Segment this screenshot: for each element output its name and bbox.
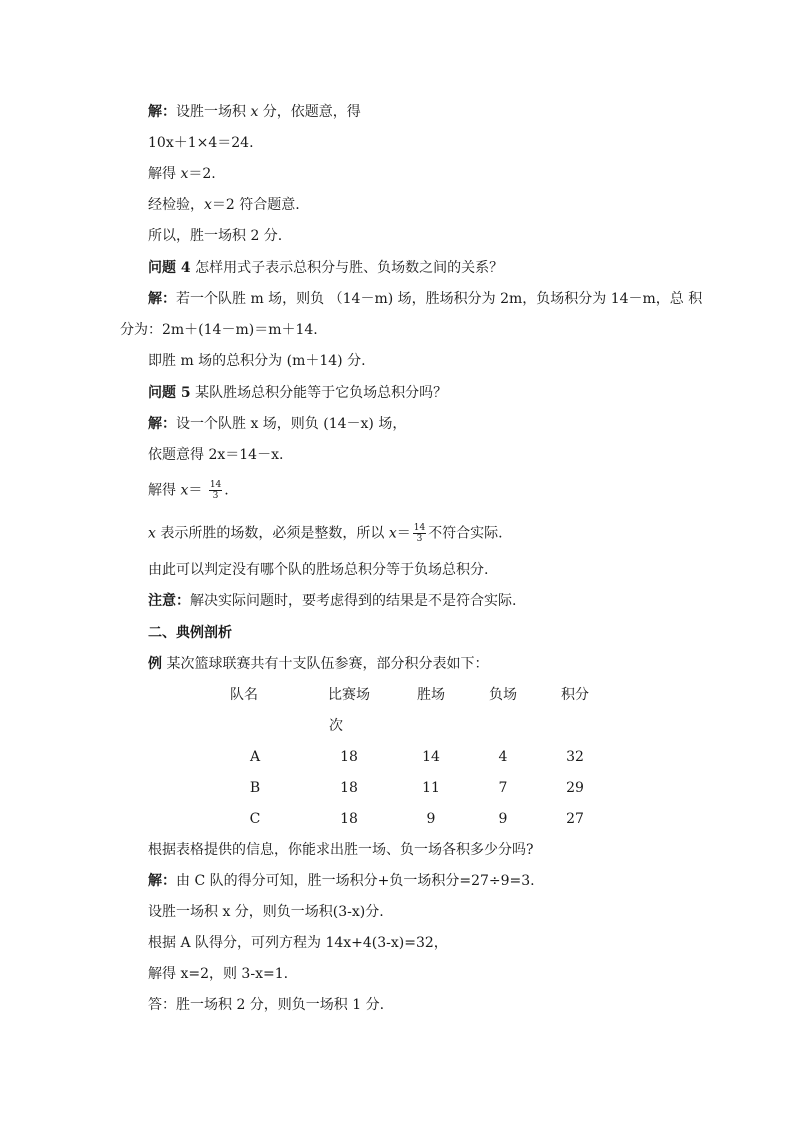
q5-solution-line-2: 依题意得 2x＝14－x. — [148, 447, 284, 463]
text: 由 C 队的得分可知，胜一场积分+负一场积分=27÷9=3. — [176, 873, 535, 889]
fraction — [209, 480, 222, 501]
solve-line — [148, 164, 216, 184]
table-header-wrap: 次 — [329, 718, 343, 734]
text: 解得 — [148, 482, 181, 499]
example-text: 某次篮球联赛共有十支队伍参赛，部分积分表如下： — [162, 656, 489, 672]
question-label: 问题 4 — [148, 260, 191, 276]
q5-solution-line-1 — [148, 414, 406, 434]
text: ＝ — [188, 482, 203, 499]
note-text: 解决实际问题时，要考虑得到的结果是不是符合实际. — [190, 593, 517, 609]
solution-label: 解： — [148, 873, 176, 889]
table-cell: B — [249, 780, 261, 796]
text: ＝ — [396, 525, 411, 542]
q4-solution-line-1 — [148, 289, 702, 309]
question-5 — [148, 383, 447, 403]
example-intro — [148, 654, 488, 674]
answer: 答：胜一场积 2 分，则负一场积 1 分. — [148, 997, 385, 1013]
question-4 — [148, 258, 503, 278]
variable: x — [180, 166, 189, 182]
solution-label: 解： — [148, 416, 176, 432]
example-solution-line-2: 设胜一场积 x 分，则负一场积(3-x)分. — [148, 904, 384, 920]
fraction-denominator: 3 — [212, 491, 219, 501]
solution-label: 解： — [148, 104, 176, 120]
variable: x — [180, 482, 189, 499]
q5-solution-line-5: 由此可以判定没有哪个队的胜场总积分等于负场总积分. — [148, 562, 489, 578]
table-cell: 4 — [498, 749, 508, 765]
example-solution-line-1 — [148, 871, 535, 891]
section-heading: 二、典例剖析 — [148, 625, 232, 641]
variable: x — [204, 197, 212, 213]
q5-solution-line-4 — [148, 523, 503, 544]
text: 经检验， — [148, 197, 204, 213]
text: 表示所胜的场数，必须是整数，所以 — [155, 525, 389, 542]
table-cell: 18 — [340, 780, 358, 796]
table-cell: 7 — [498, 780, 508, 796]
text: 若一个队胜 m 场，则负 （14－m) 场，胜场积分为 2m，负场积分为 14－m，总 积 — [176, 291, 703, 307]
table-cell: 18 — [340, 749, 358, 765]
table-cell: 27 — [566, 811, 584, 827]
example-solution-line-4: 解得 x=2，则 3-x=1. — [148, 966, 289, 982]
table-header: 比赛场 — [328, 687, 370, 703]
example-label: 例 — [148, 656, 162, 672]
variable: x — [388, 525, 397, 542]
q4-solution-line-2: 分为：2m＋(14－m)＝m＋14. — [120, 322, 318, 338]
text: 分，依题意，得 — [258, 104, 361, 120]
table-header: 队名 — [230, 687, 258, 703]
fraction-denominator: 3 — [416, 534, 423, 544]
question-text: 怎样用式子表示总积分与胜、负场数之间的关系？ — [190, 260, 504, 276]
text: ＝2. — [188, 166, 216, 182]
solution-line-1 — [148, 102, 361, 122]
question-label: 问题 5 — [148, 385, 191, 401]
note — [148, 591, 516, 611]
text: 设胜一场积 — [176, 104, 251, 120]
table-cell: 9 — [426, 811, 436, 827]
table-cell: C — [249, 811, 261, 827]
text: 设一个队胜 x 场，则负 (14－x) 场， — [176, 416, 407, 432]
example-question: 根据表格提供的信息，你能求出胜一场、负一场各积多少分吗? — [148, 842, 534, 858]
table-header: 胜场 — [417, 687, 445, 703]
text: 解得 — [148, 166, 181, 182]
table-header: 负场 — [489, 687, 517, 703]
q4-solution-line-3: 即胜 m 场的总积分为 (m＋14) 分. — [148, 353, 366, 369]
conclusion: 所以，胜一场积 2 分. — [148, 228, 283, 244]
question-text: 某队胜场总积分能等于它负场总积分吗？ — [190, 385, 448, 401]
table-cell: 29 — [566, 780, 584, 796]
table-cell: 18 — [340, 811, 358, 827]
example-solution-line-3: 根据 A 队得分，可列方程为 14x+4(3-x)=32， — [148, 935, 448, 951]
q5-solution-line-3: 解得 x＝ $\frac{14}{3}$ . — [148, 480, 229, 501]
table-cell: A — [249, 749, 261, 765]
table-header: 积分 — [561, 687, 589, 703]
note-label: 注意： — [148, 593, 190, 609]
variable: x — [148, 525, 156, 542]
fraction-numerator: 14 — [413, 523, 426, 533]
table-cell: 11 — [422, 780, 440, 796]
text: 不符合实际. — [428, 525, 503, 542]
variable: x — [250, 104, 259, 120]
fraction — [413, 523, 426, 544]
solution-label: 解： — [148, 291, 176, 307]
check-line — [148, 195, 300, 215]
equation: 10x＋1×4＝24. — [148, 135, 254, 151]
table-cell: 14 — [422, 749, 440, 765]
table-cell: 32 — [566, 749, 584, 765]
text: ＝2 符合题意. — [211, 197, 300, 213]
table-cell: 9 — [498, 811, 508, 827]
fraction-numerator: 14 — [209, 480, 222, 490]
